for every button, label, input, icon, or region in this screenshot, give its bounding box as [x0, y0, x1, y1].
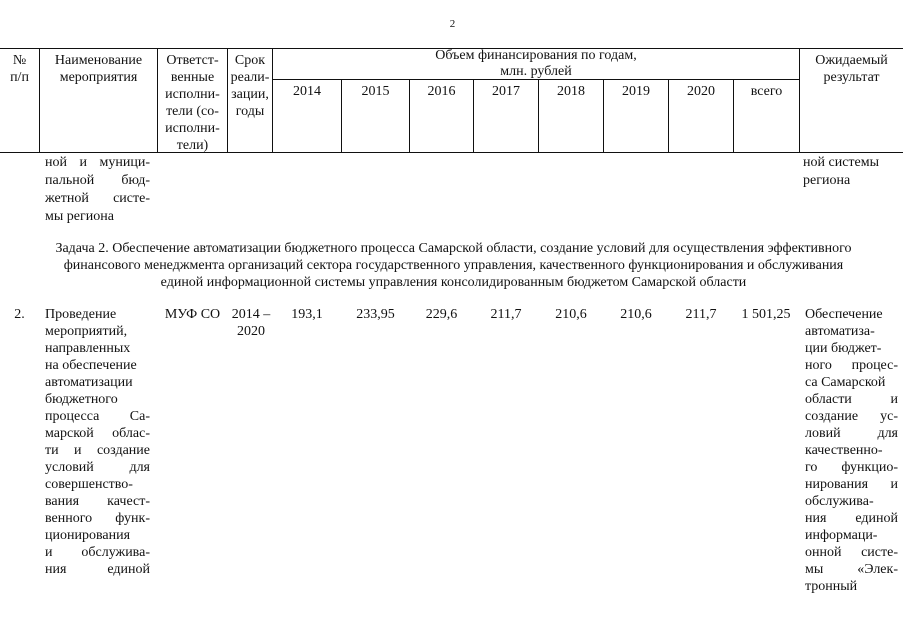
header-line: тели (со- [166, 104, 219, 119]
value-2018: 210,6 [555, 307, 587, 322]
row-number: 2. [14, 307, 25, 322]
text-line: автоматиза- [805, 324, 875, 339]
header-line: мероприятия [59, 70, 138, 85]
text-line: направленных [45, 341, 131, 356]
text-line: жетной систе- [45, 191, 150, 206]
year-2014: 2014 [293, 84, 321, 99]
header-line: зации, [231, 87, 269, 102]
header-name [40, 52, 157, 86]
header-line: Ожидаемый [815, 53, 888, 68]
text-line: 2020 [237, 324, 265, 339]
row-name [45, 306, 150, 578]
text-line: автоматизации [45, 375, 133, 390]
year-2017: 2017 [492, 84, 520, 99]
header-line: Срок [234, 53, 266, 68]
text-line: обслужива- [805, 494, 874, 509]
text-line: процесса Са- [45, 409, 150, 424]
text-line: 2014 – [231, 307, 271, 322]
value-2020: 211,7 [685, 307, 717, 322]
task-line: Задача 2. Обеспечение автоматизации бюджетного процесса Самарской области, создание условий для осуществления эффективного [55, 241, 852, 256]
year-total: всего [750, 84, 783, 99]
text-line: мероприятий, [45, 324, 128, 339]
header-line: п/п [10, 70, 29, 85]
header-line: годы [235, 104, 265, 119]
text-line: и обслужива- [45, 545, 150, 560]
year-2015: 2015 [361, 84, 390, 99]
text-line: ловий для [805, 426, 898, 441]
text-line: са Самарской [805, 375, 886, 390]
text-line: ного процес- [805, 358, 898, 373]
header-result [800, 52, 903, 86]
text-line: вания качест- [45, 494, 150, 509]
value-2014: 193,1 [291, 307, 323, 322]
value-2015: 233,95 [356, 307, 395, 322]
row-term [226, 306, 276, 340]
text-line: Проведение [45, 307, 117, 322]
text-line: го функцио- [805, 460, 898, 475]
text-line: области и [805, 392, 898, 407]
text-line: Обеспечение [805, 307, 883, 322]
header-line: Наименование [54, 53, 143, 68]
text-line: нирования и [805, 477, 898, 492]
text-line: ционирования [45, 528, 131, 543]
year-2016: 2016 [427, 84, 456, 99]
text-line: онной систе- [805, 545, 898, 560]
table-header-bottom-border [0, 152, 903, 153]
year-2020: 2020 [687, 84, 715, 99]
text-line: марской облас- [45, 426, 150, 441]
text-line: ния единой [805, 511, 898, 526]
text-line: создание ус- [805, 409, 898, 424]
header-line: исполни- [165, 121, 220, 136]
header-line: Объем финансирования по годам, [435, 48, 637, 63]
text-line: ти и создание [45, 443, 150, 458]
header-line: млн. рублей [500, 64, 572, 79]
text-line: условий для [45, 460, 150, 475]
text-line: качественно- [805, 443, 883, 458]
header-line: Ответст- [166, 53, 219, 68]
text-line: совершенство- [45, 477, 133, 492]
header-line: тели) [176, 138, 209, 153]
text-line: венного функ- [45, 511, 150, 526]
header-line: реали- [230, 70, 270, 85]
continuation-name [45, 154, 150, 226]
year-2018: 2018 [557, 84, 585, 99]
task-line: единой информационной системы управления консолидированным бюджетом Самарской области [160, 275, 747, 290]
header-line: исполни- [165, 87, 220, 102]
text-line: на обеспечение [45, 358, 137, 373]
text-line: региона [803, 173, 851, 188]
header-responsible [158, 52, 227, 154]
text-line: бюджетного [45, 392, 118, 407]
text-line: ной системы [803, 155, 880, 170]
task-line: финансового менеджмента организаций сектора государственного управления, качественного функционирования и обслуживания [63, 258, 844, 273]
value-2016: 229,6 [425, 307, 458, 322]
text-line: ции бюджет- [805, 341, 882, 356]
header-number [0, 52, 39, 86]
row-responsible: МУФ СО [164, 307, 221, 322]
header-line: № [12, 53, 27, 68]
text-line: ной и муници- [45, 155, 150, 170]
text-line: пальной бюд- [45, 173, 150, 188]
header-line: венные [170, 70, 215, 85]
text-line: мы «Элек- [805, 562, 898, 577]
header-term [228, 52, 272, 120]
value-2019: 210,6 [620, 307, 652, 322]
row-result [805, 306, 898, 595]
text-line: информаци- [805, 528, 878, 543]
page-number: 2 [449, 18, 456, 30]
text-line: тронный [805, 579, 858, 594]
task-heading [6, 240, 901, 291]
value-total: 1 501,25 [741, 307, 791, 322]
text-line: мы региона [45, 209, 114, 224]
value-2017: 211,7 [490, 307, 522, 322]
year-2019: 2019 [622, 84, 650, 99]
continuation-result [803, 154, 901, 190]
text-line: ния единой [45, 562, 150, 577]
header-funding [273, 48, 799, 80]
header-line: результат [823, 70, 880, 85]
